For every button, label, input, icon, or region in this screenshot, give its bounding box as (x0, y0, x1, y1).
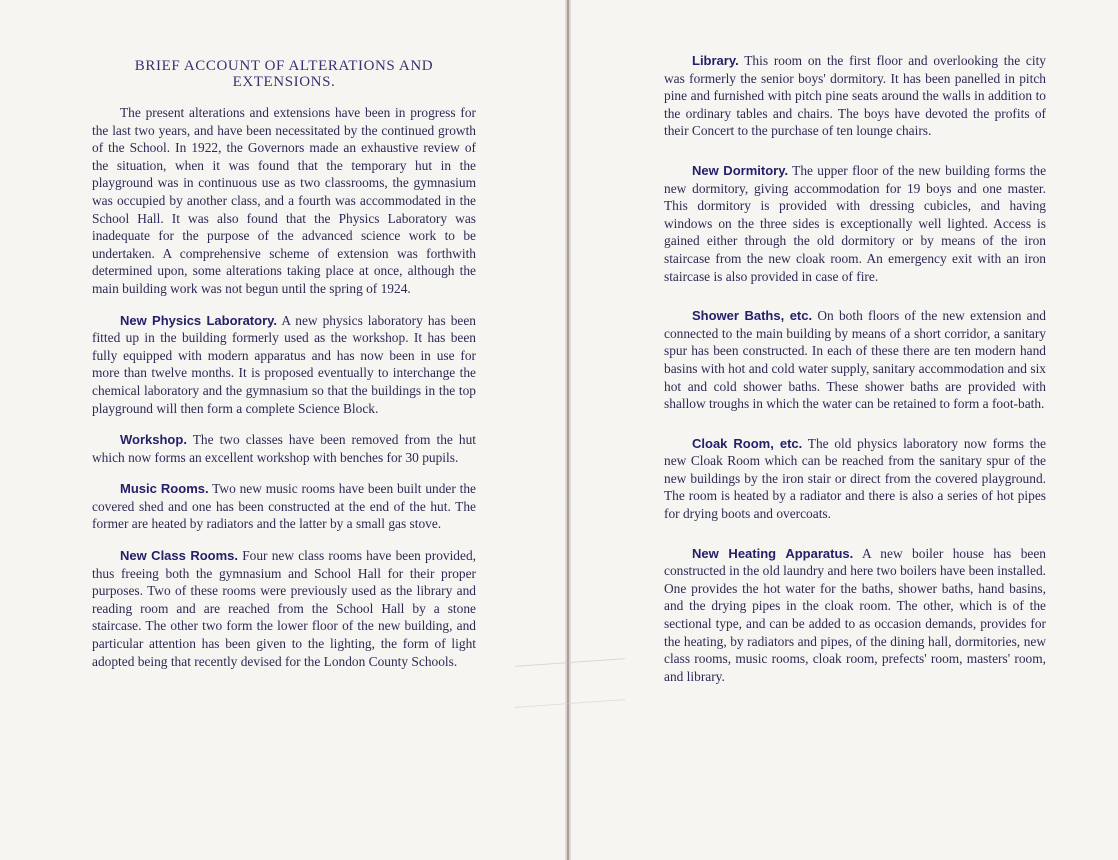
section-physics-laboratory (92, 312, 476, 418)
section-heading: New Heating Apparatus. (692, 545, 854, 561)
ink-smudge (178, 792, 194, 806)
section-heading: Workshop. (120, 432, 187, 448)
section-heading: Music Rooms. (120, 481, 209, 497)
section-heading: Library. (692, 53, 739, 68)
section-text: A new physics laboratory has been fitted up in the building formerly used as the workshop. It has been fully equipped with modern apparatus and has now been in use for more than twelve months. It is proposed eventually to interchange the chemical laboratory and the gymnasium so that the buildings in the top playground will then form a complete Science Block. (92, 312, 477, 416)
section-text: A new boiler house has been constructed in the old laundry and here two boilers have been installed. One provides the hot water for the baths, shower baths, hand basins, and the drying pipes in the cloak room. The other, which is of the sectional type, and can be added to as occasion demands, provides for the heating, by radiators and pipes, of the dining hall, dormitories, new class rooms, music rooms, cloak room, prefects' room, masters' room, and library. (664, 545, 1046, 684)
section-class-rooms (92, 547, 476, 670)
title-line-2: EXTENSIONS. (232, 74, 336, 90)
section-library (664, 52, 1046, 140)
section-heading: New Physics Laboratory. (120, 312, 278, 328)
section-workshop (92, 431, 476, 466)
section-heating-apparatus (664, 545, 1046, 686)
section-heading: Shower Baths, etc. (692, 308, 813, 324)
section-shower-baths (664, 307, 1046, 413)
title-line-1: BRIEF ACCOUNT OF ALTERATIONS AND (134, 58, 434, 74)
section-text: The old physics laboratory now forms the new Cloak Room which can be reached from the sanitary spur of the new buildings by the iron stair or direct from the covered playground. The room is heated by a radiator and there is also a series of hot pipes for drying boots and overcoats. (664, 435, 1047, 522)
page-title (92, 58, 476, 90)
section-heading: New Class Rooms. (120, 548, 239, 564)
section-text: The upper floor of the new building forms the new dormitory, giving accommodation for 19 boys and one master. This dormitory is provided with dressing cubicles, and having windows on the three sides is exceptionally well lighted. Access is gained either through the old dormitory or by means of the iron staircase from the new cloak room. An emergency exit with an iron staircase is also provided in case of fire. (664, 162, 1047, 284)
section-cloak-room (664, 435, 1046, 523)
section-text: The two classes have been removed from the hut which now forms an excellent workshop with benches for 30 pupils. (92, 432, 476, 465)
section-text: Four new class rooms have been provided, thus freeing both the gymnasium and School Hall for their proper purposes. Two of these rooms were previously used as the library and reading room and are reached from the School Hall by a stone staircase. The other two form the lower floor of the new building, and particular attention has been given to the lighting, the form of light adopted being that recently devised for the London County Schools. (92, 548, 476, 669)
section-music-rooms (92, 480, 476, 533)
section-new-dormitory (664, 162, 1046, 285)
section-heading: New Dormitory. (692, 162, 789, 178)
intro-paragraph: The present alterations and extensions have been in progress for the last two years, and have been necessitated by the continued growth of the School. In 1922, the Governors made an exhaustive review of the situation, when it was found that the temporary hut in the playground was in continuous use as two classrooms, the gymnasium was occupied by another class, and a fourth was accommodated in the School Hall. It was also found that the Physics Laboratory was inadequate for the purpose of the advanced science work to be undertaken. A comprehensive scheme of extension was forthwith determined upon, some alterations taking place at once, although the main building work was not begun until the spring of 1924. (92, 105, 476, 296)
section-text: Two new music rooms have been built under the covered shed and one has been constructed at the end of the hut. The former are heated by radiators and the latter by a small gas stove. (92, 481, 477, 532)
right-page (570, 0, 1118, 860)
section-text: This room on the first floor and overlooking the city was formerly the senior boys' dormitory. It has been panelled in pitch pine and furnished with pitch pine seats around the walls in addition to the ordinary tables and chairs. The boys have devoted the profits of their Concert to the purchase of ten lounge chairs. (664, 53, 1046, 139)
section-heading: Cloak Room, etc. (692, 435, 803, 451)
section-text: On both floors of the new extension and connected to the main building by means of a short corridor, a sanitary spur has been constructed. In each of these there are ten modern hand basins with hot and cold water supply, sanitary accommodation and six hot and cold shower baths. These shower baths are provided with shallow troughs in which the water can be retained to form a foot-bath. (664, 308, 1046, 412)
